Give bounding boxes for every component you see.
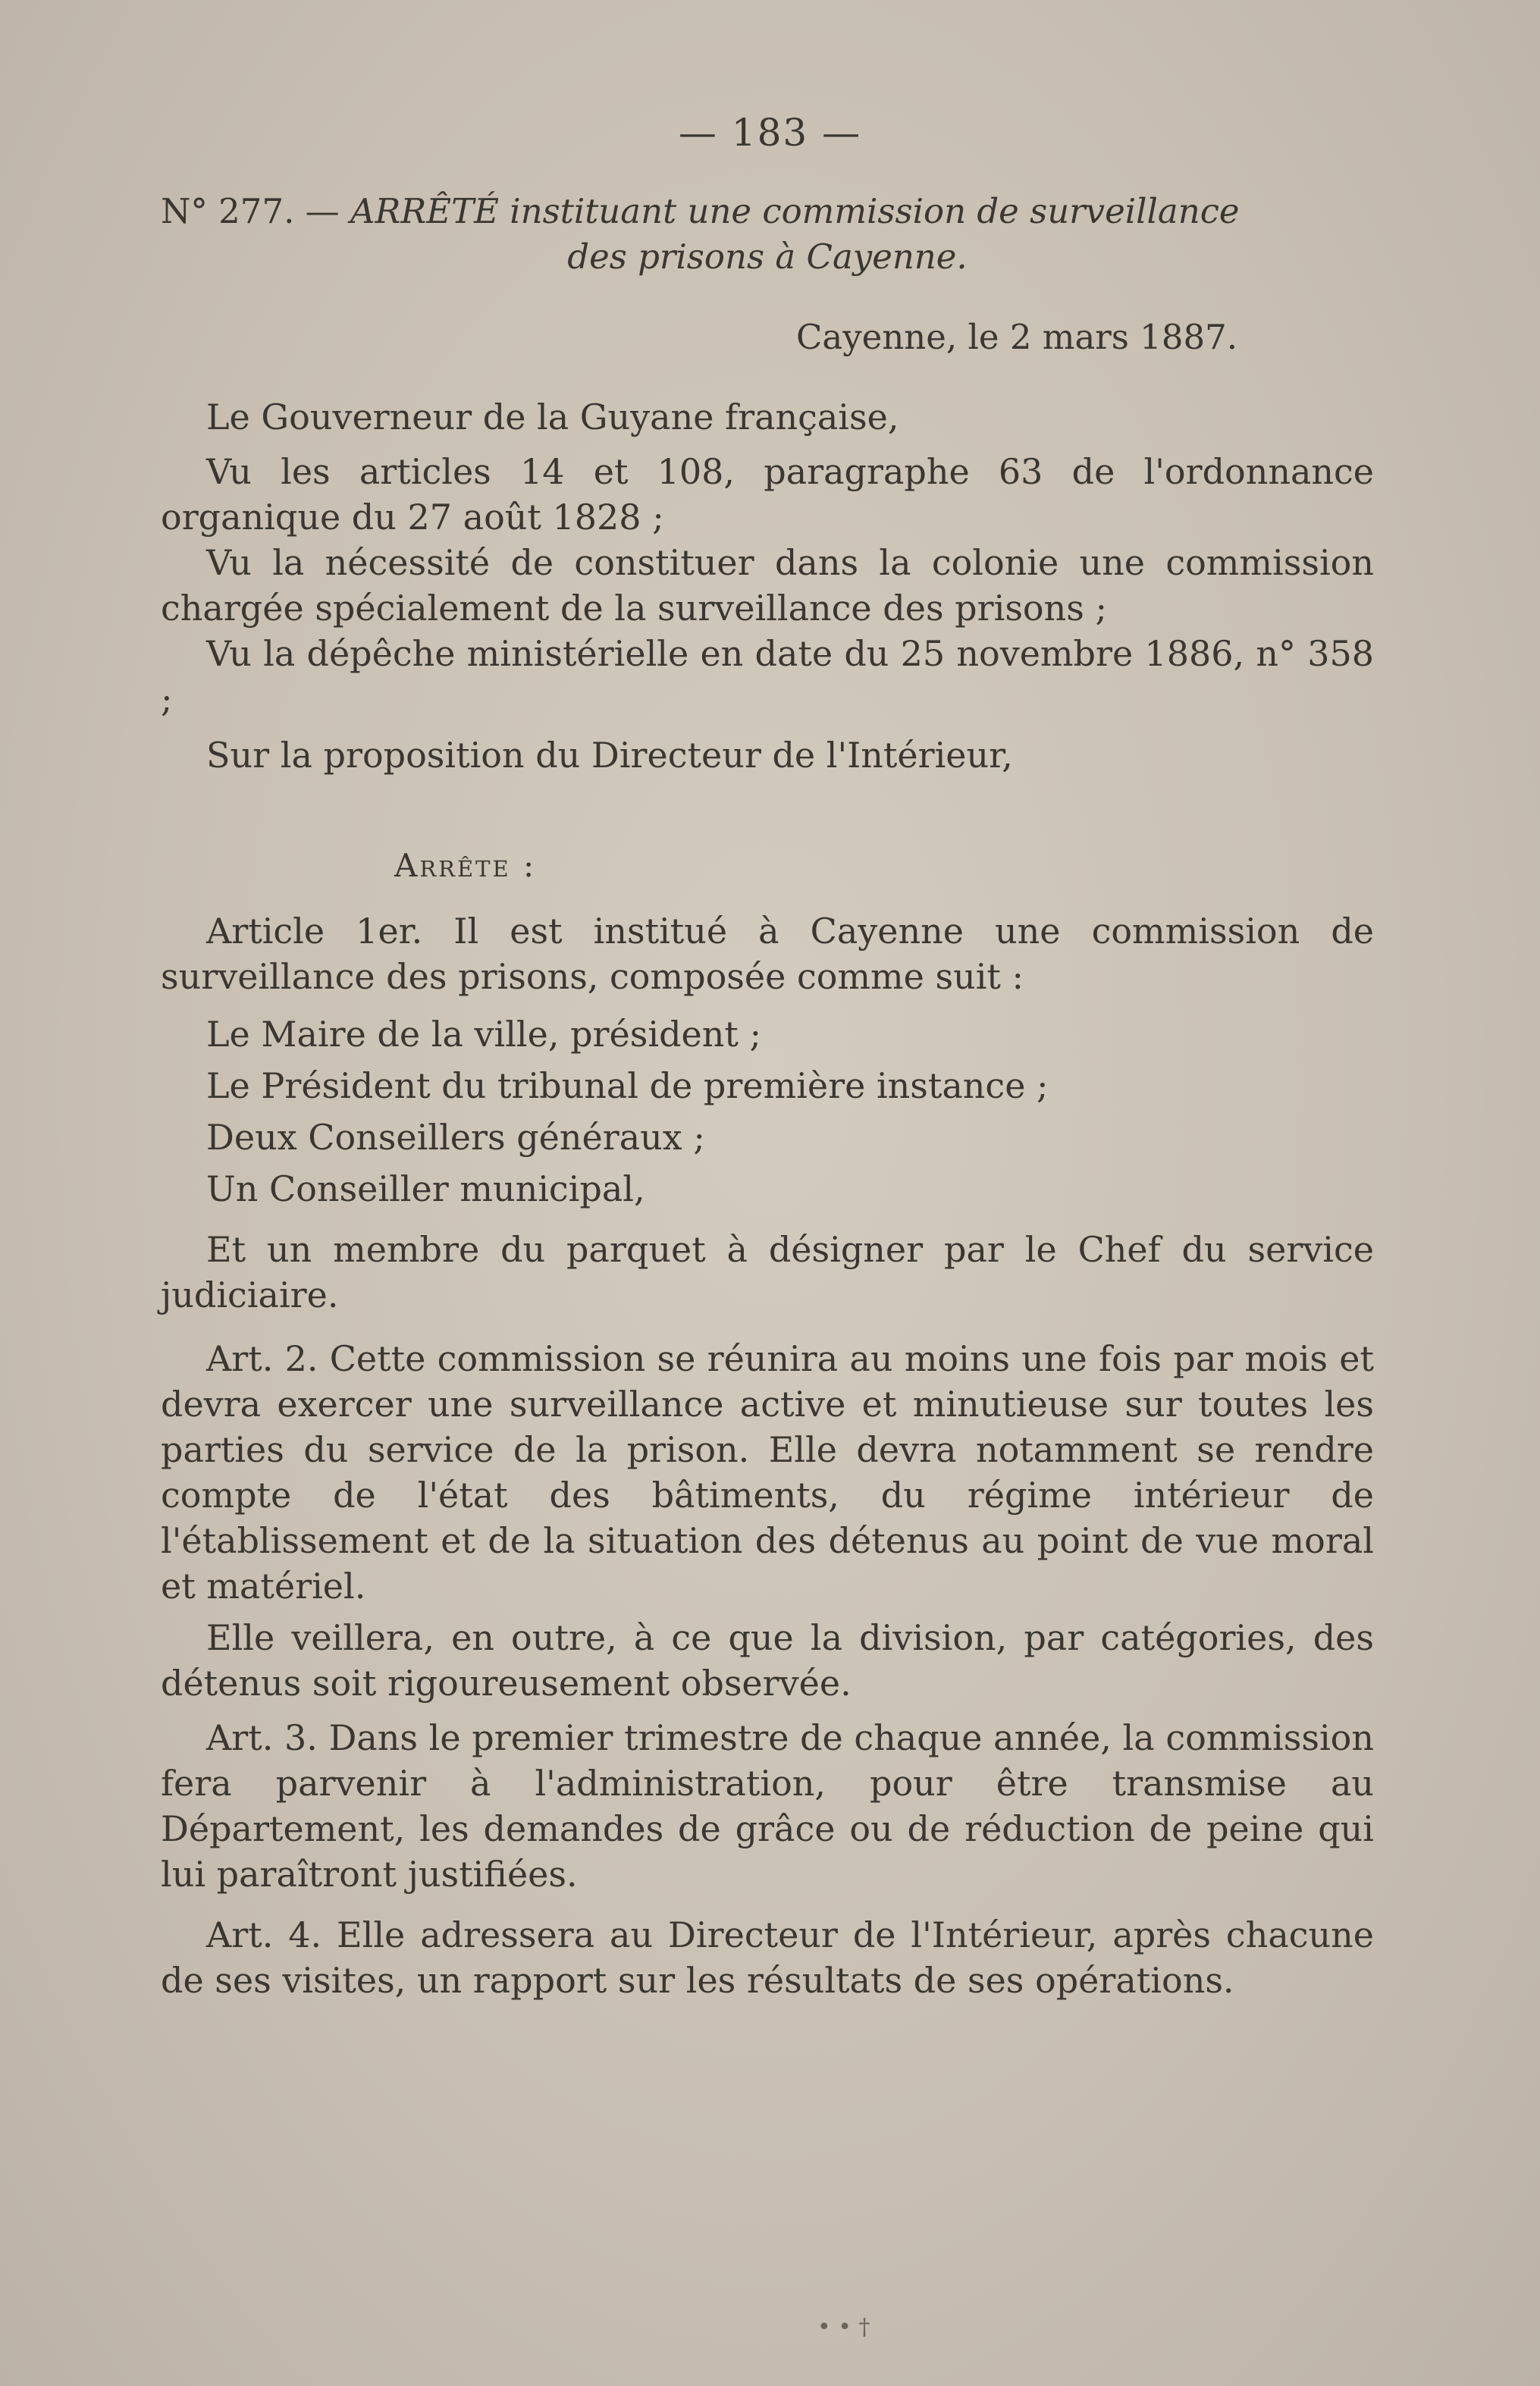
article-4: [161, 1912, 1374, 2003]
commission-members: [161, 1011, 1374, 1212]
decree-title-line1: ARRÊTÉ instituant une commission de surveillance: [350, 191, 1240, 231]
article-1-lead: Article 1er. Il est institué à Cayenne une commission de surveillance des prisons, composée comme suit :: [161, 911, 1374, 997]
member-item: Un Conseiller municipal,: [206, 1168, 645, 1209]
dateline: Cayenne, le 2 mars 1887.: [796, 317, 1238, 357]
decree-number: N° 277. —: [161, 191, 350, 231]
vu-depeche: Vu la dépêche ministérielle en date du 25 novembre 1886, n° 358 ;: [161, 633, 1374, 720]
member-item: Le Président du tribunal de première instance ;: [206, 1065, 1049, 1106]
footer-mark: • • †: [817, 2314, 870, 2341]
article-1: [161, 908, 1374, 999]
article-3-text: Art. 3. Dans le premier trimestre de chaque année, la commission fera parvenir à l'administration, pour être transmise au Département, les demandes de grâce ou de réduction de peine qui lui paraîtront justifiées.: [161, 1717, 1374, 1895]
article-3: [161, 1715, 1374, 1897]
page-number: — 183 —: [678, 111, 862, 155]
decree-title-line2: des prisons à Cayenne.: [567, 237, 968, 277]
preamble: [161, 394, 1374, 778]
vu-necessite: Vu la nécessité de constituer dans la colonie une commission chargée spécialement de la surveillance des prisons ;: [161, 542, 1374, 629]
member-item-last: [161, 1227, 1374, 1318]
decree-heading: [161, 188, 1374, 235]
arrete-label: Arrête :: [394, 847, 537, 884]
article-4-text: Art. 4. Elle adressera au Directeur de l'Intérieur, après chacune de ses visites, un rapport sur les résultats de ses opérations.: [161, 1914, 1374, 2001]
member-item: Et un membre du parquet à désigner par le Chef du service judiciaire.: [161, 1229, 1374, 1315]
vu-ordonnance: Vu les articles 14 et 108, paragraphe 63 de l'ordonnance organique du 27 août 1828 ;: [161, 451, 1374, 538]
article-2-p2: Elle veillera, en outre, à ce que la division, par catégories, des détenus soit rigoureusement observée.: [161, 1617, 1374, 1704]
article-2-p1: Art. 2. Cette commission se réunira au moins une fois par mois et devra exercer une surveillance active et minutieuse sur toutes les parties du service de la prison. Elle devra notamment se rendre compte de l'état des bâtiments, du régime intérieur de l'établissement et de la situation des détenus au point de vue moral et matériel.: [161, 1338, 1374, 1607]
member-item: Le Maire de la ville, président ;: [206, 1014, 761, 1055]
sur-proposition: Sur la proposition du Directeur de l'Intérieur,: [206, 735, 1013, 776]
governor-line: Le Gouverneur de la Guyane française,: [206, 397, 899, 437]
article-2: [161, 1336, 1374, 1706]
member-item: Deux Conseillers généraux ;: [206, 1117, 705, 1158]
